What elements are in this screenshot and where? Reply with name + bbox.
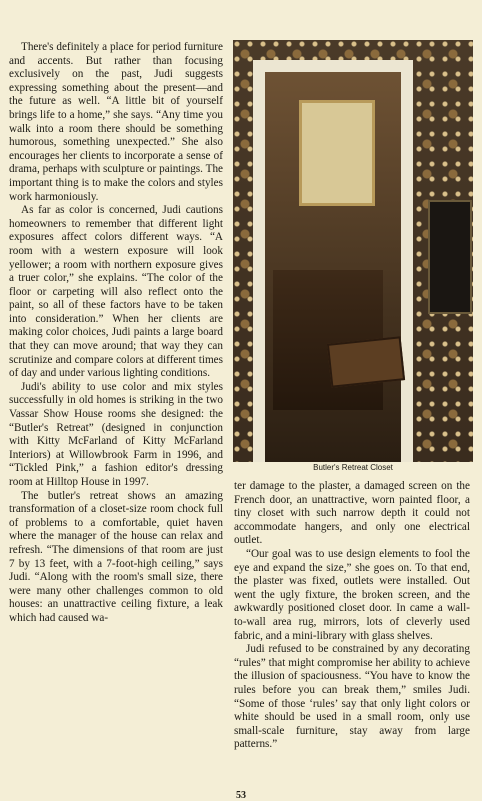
monkey-panel <box>299 100 375 206</box>
paragraph: “Our goal was to use design elements to fool the eye and expand the size,” she goes on. To that end, the plaster was fixed, outlets were installed. Out went the ugly fixture, the broken screen, and the awkwardly positioned closet door. In came a wall-to-wall area rug, mirrors, lots of cleverly used fabric, and a mini-library with glass shelves. <box>234 547 470 642</box>
paragraph: Judi's ability to use color and mix styles successfully in old homes is striking in the two Vassar Show House rooms she designed: the “Butler's Retreat” (designed in conjunction with Kitty McFarland of Kitty McFarland Interiors) at Willowbrook Farm in 1996, and “Tickled Pink,” a fashion editor's dressing room at Hilltop House in 1997. <box>9 380 223 488</box>
side-cabinet <box>428 200 472 314</box>
paragraph: ter damage to the plaster, a damaged screen on the French door, an unattractive, worn painted floor, a tiny closet with such narrow depth it could not accommodate hangers, and only one electrical outlet. <box>234 480 470 547</box>
right-text-column <box>234 480 470 752</box>
paragraph: Judi refused to be constrained by any decorating “rules” that might compromise her ability to achieve the illusion of spaciousness. “You have to know the rules before you can break them,” smiles Judi. “Some of those ‘rules’ say that only light colors or white should be used in a small room, only use small-scale furniture, stay away from large patterns.” <box>234 643 470 751</box>
paragraph: The butler's retreat shows an amazing transformation of a closet-size room chock full of problems to a comfortable, quiet haven where the manager of the house can relax and refresh. “The dimensions of that room are just 7 by 13 feet, with a 7-foot-high ceiling,” says Judi. “Along with the room's small size, there were many other challenges common to old houses: an unattractive ceiling fixture, a leak which had caused wa- <box>9 489 223 624</box>
page-number: 53 <box>236 790 246 801</box>
open-drawer <box>327 336 405 387</box>
paragraph: As far as color is concerned, Judi cautions homeowners to remember that different light exposures affect colors different ways. “A room with a western exposure will look yellower; a room with northern exposure gives a truer color,” she explains. “The color of the floor or carpeting will also reflect onto the paint, so all of these factors have to be taken into consideration.” When her clients are making color choices, Judi paints a large board that they can move around; that way they can scrutinize and compare colors at different times of day and under various lighting conditions. <box>9 204 223 380</box>
paragraph: There's definitely a place for period furniture and accents. But rather than focusing exclusively on the past, Judi suggests expressing something about the present—and the future as well. “A little bit of yourself brings life to a home,” she says. “Any time you walk into a room there should be something humorous, something unexpected.” She also encourages her clients to incorporate a sense of drama, perhaps with sculpture or paintings. The important thing is to make the colors and styles work harmoniously. <box>9 41 223 203</box>
closet-photo <box>233 40 473 462</box>
left-text-column <box>9 41 223 626</box>
photo-caption: Butler's Retreat Closet <box>313 463 393 472</box>
